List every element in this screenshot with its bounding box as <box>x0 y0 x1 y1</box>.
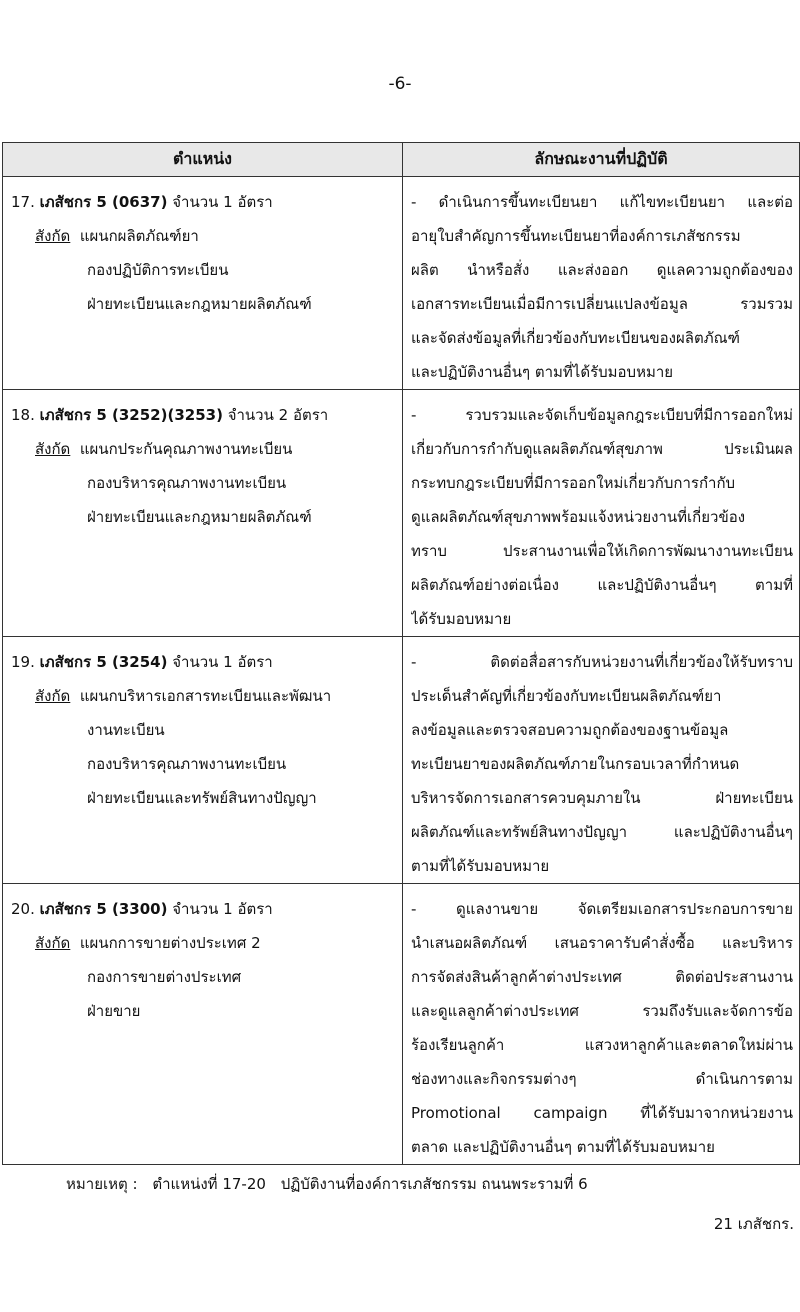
duty-line: เกี่ยวกับการกำกับดูแลผลิตภัณฑ์สุขภาพ ประเมินผล <box>411 440 793 458</box>
position-heading <box>11 645 396 679</box>
unit-name: กองบริหารคุณภาพงานทะเบียน <box>87 755 287 773</box>
duty-line: และดูแลลูกค้าต่างประเทศ รวมถึงรับและจัดการข้อ <box>411 1002 793 1020</box>
position-count: จำนวน 1 อัตรา <box>172 193 273 211</box>
duty-line: และจัดส่งข้อมูลที่เกี่ยวข้องกับทะเบียนของผลิตภัณฑ์ <box>411 329 740 347</box>
duty-line: ร้องเรียนลูกค้า แสวงหาลูกค้าและตลาดใหม่ผ่าน <box>411 1036 793 1054</box>
unit-name: กองปฏิบัติการทะเบียน <box>87 261 229 279</box>
header-position: ตำแหน่ง <box>3 143 403 177</box>
duty-line: ได้รับมอบหมาย <box>411 610 512 628</box>
duty-line: - ดำเนินการขึ้นทะเบียนยา แก้ไขทะเบียนยา และต่อ <box>411 193 793 211</box>
unit-line <box>11 679 396 713</box>
duties-cell <box>403 390 800 637</box>
footnote <box>66 1172 598 1196</box>
position-title: เภสัชกร 5 (0637) <box>39 193 168 211</box>
duty-line: - ติดต่อสื่อสารกับหน่วยงานที่เกี่ยวข้องให้รับทราบ <box>411 653 793 671</box>
duty-line: เอกสารทะเบียนเมื่อมีการเปลี่ยนแปลงข้อมูล รวมรวม <box>411 295 793 313</box>
table-row <box>3 177 800 390</box>
duties-cell <box>403 637 800 884</box>
duty-line: ลงข้อมูลและตรวจสอบความถูกต้องของฐานข้อมูล <box>411 721 729 739</box>
note-text: ปฏิบัติงานที่องค์การเภสัชกรรม ถนนพระรามที่ 6 <box>280 1175 588 1193</box>
unit-name: ฝ่ายทะเบียนและกฎหมายผลิตภัณฑ์ <box>87 508 312 526</box>
unit-name: แผนกการขายต่างประเทศ 2 <box>79 934 261 952</box>
table-row <box>3 884 800 1165</box>
unit-name: แผนกผลิตภัณฑ์ยา <box>79 227 199 245</box>
position-number: 20. <box>11 900 35 918</box>
affiliation-label: สังกัด <box>35 227 71 245</box>
position-count: จำนวน 2 อัตรา <box>227 406 329 424</box>
position-count: จำนวน 1 อัตรา <box>172 653 273 671</box>
duty-line: ผลิต นำหรือสั่ง และส่งออก ดูแลความถูกต้องของ <box>411 261 793 279</box>
duty-line: ช่องทางและกิจกรรมต่างๆ ดำเนินการตาม <box>411 1070 793 1088</box>
duty-line: อายุใบสำคัญการขึ้นทะเบียนยาที่องค์การเภสัชกรรม <box>411 227 741 245</box>
affiliation-label: สังกัด <box>35 934 71 952</box>
unit-name: ฝ่ายขาย <box>87 1002 141 1020</box>
position-number: 19. <box>11 653 35 671</box>
position-count: จำนวน 1 อัตรา <box>172 900 273 918</box>
duty-line: - รวบรวมและจัดเก็บข้อมูลกฎระเบียบที่มีการออกใหม่ <box>411 406 793 424</box>
note-label: หมายเหตุ : <box>66 1175 138 1193</box>
affiliation-label: สังกัด <box>35 440 71 458</box>
position-number: 18. <box>11 406 35 424</box>
position-cell <box>3 637 403 884</box>
table-row <box>3 637 800 884</box>
positions-table <box>2 142 800 1165</box>
duty-line: ทะเบียนยาของผลิตภัณฑ์ภายในกรอบเวลาที่กำหนด <box>411 755 740 773</box>
duties-cell <box>403 884 800 1165</box>
continuation-marker: 21 เภสัชกร. <box>713 1215 794 1233</box>
duty-line: ทราบ ประสานงานเพื่อให้เกิดการพัฒนางานทะเบียน <box>411 542 793 560</box>
header-duties: ลักษณะงานที่ปฏิบัติ <box>403 143 800 177</box>
position-title: เภสัชกร 5 (3300) <box>39 900 168 918</box>
duty-line: ดูแลผลิตภัณฑ์สุขภาพพร้อมแจ้งหน่วยงานที่เกี่ยวข้อง <box>411 508 746 526</box>
position-heading <box>11 185 396 219</box>
duty-line: ตามที่ได้รับมอบหมาย <box>411 857 550 875</box>
position-title: เภสัชกร 5 (3252)(3253) <box>39 406 223 424</box>
table-header-row <box>3 143 800 177</box>
position-cell <box>3 884 403 1165</box>
position-title: เภสัชกร 5 (3254) <box>39 653 168 671</box>
unit-name: ฝ่ายทะเบียนและกฎหมายผลิตภัณฑ์ <box>87 295 312 313</box>
table-row <box>3 390 800 637</box>
position-heading <box>11 892 396 926</box>
position-heading <box>11 398 396 432</box>
affiliation-label: สังกัด <box>35 687 71 705</box>
unit-name: กองการขายต่างประเทศ <box>87 968 242 986</box>
duty-line: การจัดส่งสินค้าลูกค้าต่างประเทศ ติดต่อประสานงาน <box>411 968 793 986</box>
duty-line: ตลาด และปฏิบัติงานอื่นๆ ตามที่ได้รับมอบหมาย <box>411 1138 715 1156</box>
unit-name: แผนกประกันคุณภาพงานทะเบียน <box>79 440 293 458</box>
page-number: -6- <box>388 74 412 94</box>
unit-name: แผนกบริหารเอกสารทะเบียนและพัฒนา <box>79 687 332 705</box>
duty-line: ผลิตภัณฑ์และทรัพย์สินทางปัญญา และปฏิบัติงานอื่นๆ <box>411 823 793 841</box>
unit-line <box>11 219 396 253</box>
duty-line: กระทบกฎระเบียบที่มีการออกใหม่เกี่ยวกับการกำกับ <box>411 474 736 492</box>
duty-line: ประเด็นสำคัญที่เกี่ยวข้องกับทะเบียนผลิตภัณฑ์ยา <box>411 687 722 705</box>
duty-line: ผลิตภัณฑ์อย่างต่อเนื่อง และปฏิบัติงานอื่นๆ ตามที่ <box>411 576 793 594</box>
duty-line: บริหารจัดการเอกสารควบคุมภายใน ฝ่ายทะเบียน <box>411 789 793 807</box>
position-number: 17. <box>11 193 35 211</box>
duty-line: - ดูแลงานขาย จัดเตรียมเอกสารประกอบการขาย <box>411 900 793 918</box>
position-cell <box>3 177 403 390</box>
duty-line: และปฏิบัติงานอื่นๆ ตามที่ได้รับมอบหมาย <box>411 363 674 381</box>
note-positions: ตำแหน่งที่ 17-20 <box>152 1175 266 1193</box>
duties-cell <box>403 177 800 390</box>
unit-name: กองบริหารคุณภาพงานทะเบียน <box>87 474 287 492</box>
unit-name: งานทะเบียน <box>87 721 165 739</box>
unit-line <box>11 926 396 960</box>
position-cell <box>3 390 403 637</box>
duty-line: Promotional campaign ที่ได้รับมาจากหน่วยงาน <box>411 1104 793 1122</box>
unit-name: ฝ่ายทะเบียนและทรัพย์สินทางปัญญา <box>87 789 317 807</box>
unit-line <box>11 432 396 466</box>
duty-line: นำเสนอผลิตภัณฑ์ เสนอราคารับคำสั่งซื้อ และบริหาร <box>411 934 793 952</box>
